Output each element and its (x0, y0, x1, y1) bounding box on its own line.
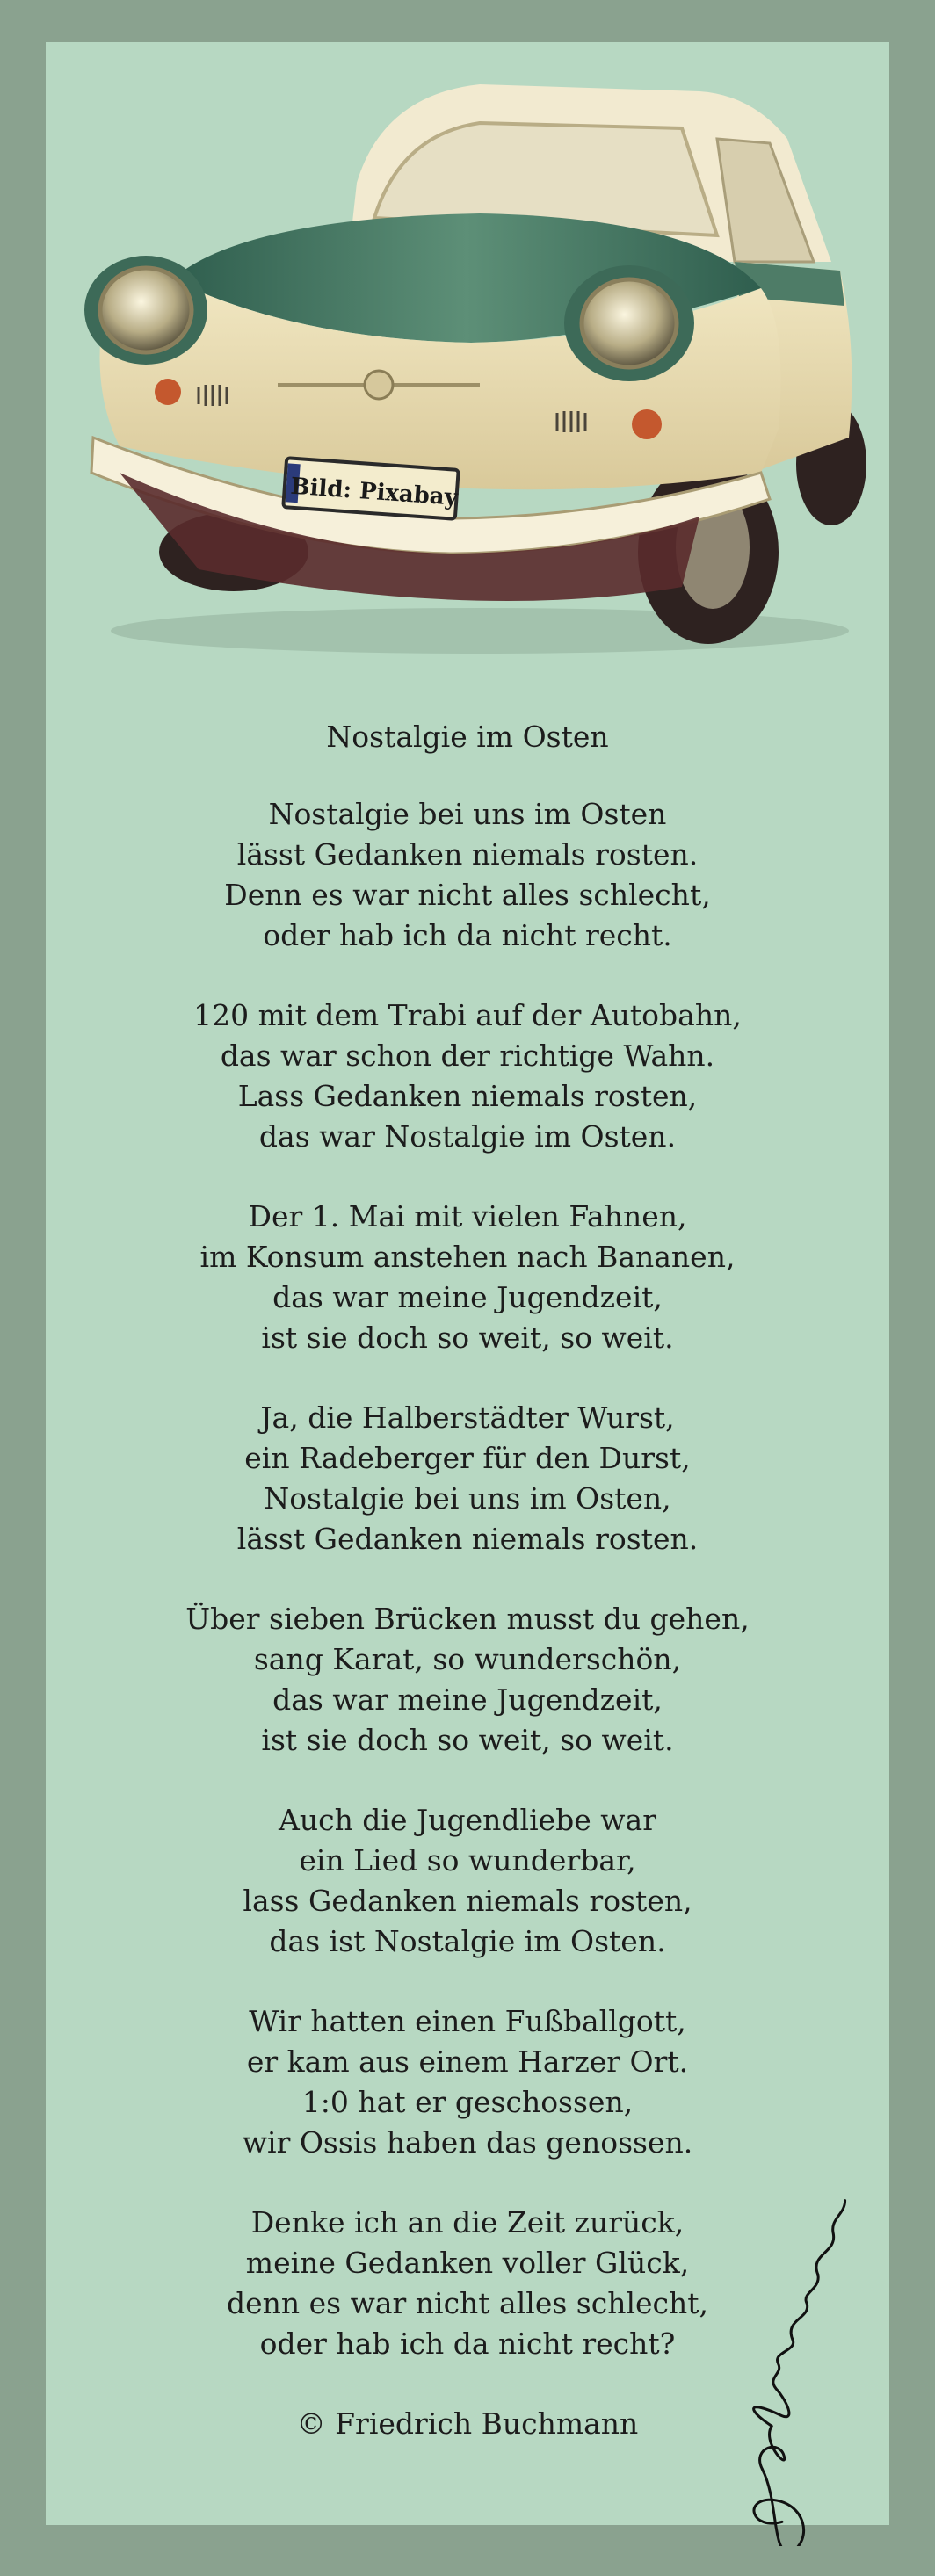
poem-line: das ist Nostalgie im Osten. (269, 1924, 666, 1958)
poem-stanza (46, 1197, 889, 1358)
poem-line: ist sie doch so weit, so weit. (261, 1321, 674, 1355)
poem-line: wir Ossis haben das genossen. (242, 2125, 693, 2160)
poem-line: Denke ich an die Zeit zurück, (250, 2205, 685, 2240)
poem-stanza (46, 995, 889, 1157)
poem-line: ein Radeberger für den Durst, (244, 1441, 691, 1475)
poem-line: meine Gedanken voller Glück, (245, 2246, 690, 2280)
poem-line: denn es war nicht alles schlecht, (226, 2286, 709, 2320)
poem-stanza (46, 1599, 889, 1761)
signature-logo (696, 2195, 889, 2546)
poem-line: das war schon der richtige Wahn. (220, 1038, 715, 1073)
copyright-line: © Friedrich Buchmann (296, 2406, 639, 2441)
poem-line: ist sie doch so weit, so weit. (261, 1723, 674, 1757)
poem-line: lass Gedanken niemals rosten, (243, 1884, 692, 1918)
poster-panel (46, 42, 889, 2525)
poem-stanza (46, 1398, 889, 1559)
poem-stanza (46, 794, 889, 956)
poem-line: oder hab ich da nicht recht. (263, 918, 672, 952)
poem-line: Über sieben Brücken musst du gehen, (185, 1602, 750, 1636)
poem-line: Nostalgie bei uns im Osten, (264, 1481, 671, 1516)
poem (46, 675, 889, 2444)
poem-line: er kam aus einem Harzer Ort. (246, 2044, 689, 2079)
poem-line: Auch die Jugendliebe war (279, 1803, 656, 1837)
poem-line: Der 1. Mai mit vielen Fahnen, (248, 1199, 687, 1234)
poem-title: Nostalgie im Osten (326, 720, 609, 754)
poem-line: Denn es war nicht alles schlecht, (224, 878, 711, 912)
poem-line: Wir hatten einen Fußballgott, (249, 2004, 686, 2038)
poem-line: Nostalgie bei uns im Osten (268, 797, 667, 831)
poem-stanzas (46, 794, 889, 2364)
image-credit-text: Bild: Pixabay (289, 473, 459, 511)
poem-line: das war meine Jugendzeit, (272, 1280, 663, 1314)
poem-stanza (46, 2001, 889, 2163)
poem-line: lässt Gedanken niemals rosten. (236, 1522, 699, 1556)
poem-line: Ja, die Halberstädter Wurst, (260, 1400, 675, 1435)
poem-line: im Konsum anstehen nach Bananen, (199, 1240, 736, 1274)
poem-line: 120 mit dem Trabi auf der Autobahn, (193, 998, 742, 1032)
trabant-car-image (67, 60, 884, 666)
poem-line: oder hab ich da nicht recht? (259, 2326, 676, 2361)
poem-line: das war Nostalgie im Osten. (258, 1119, 677, 1154)
poem-line: sang Karat, so wunderschön, (253, 1642, 682, 1676)
poem-line: Lass Gedanken niemals rosten, (237, 1079, 698, 1113)
poem-line: das war meine Jugendzeit, (272, 1682, 663, 1717)
poem-line: lässt Gedanken niemals rosten. (236, 837, 699, 872)
poem-stanza (46, 1800, 889, 1962)
poem-line: ein Lied so wunderbar, (299, 1843, 636, 1878)
poem-line: 1:0 hat er geschossen, (301, 2085, 634, 2119)
